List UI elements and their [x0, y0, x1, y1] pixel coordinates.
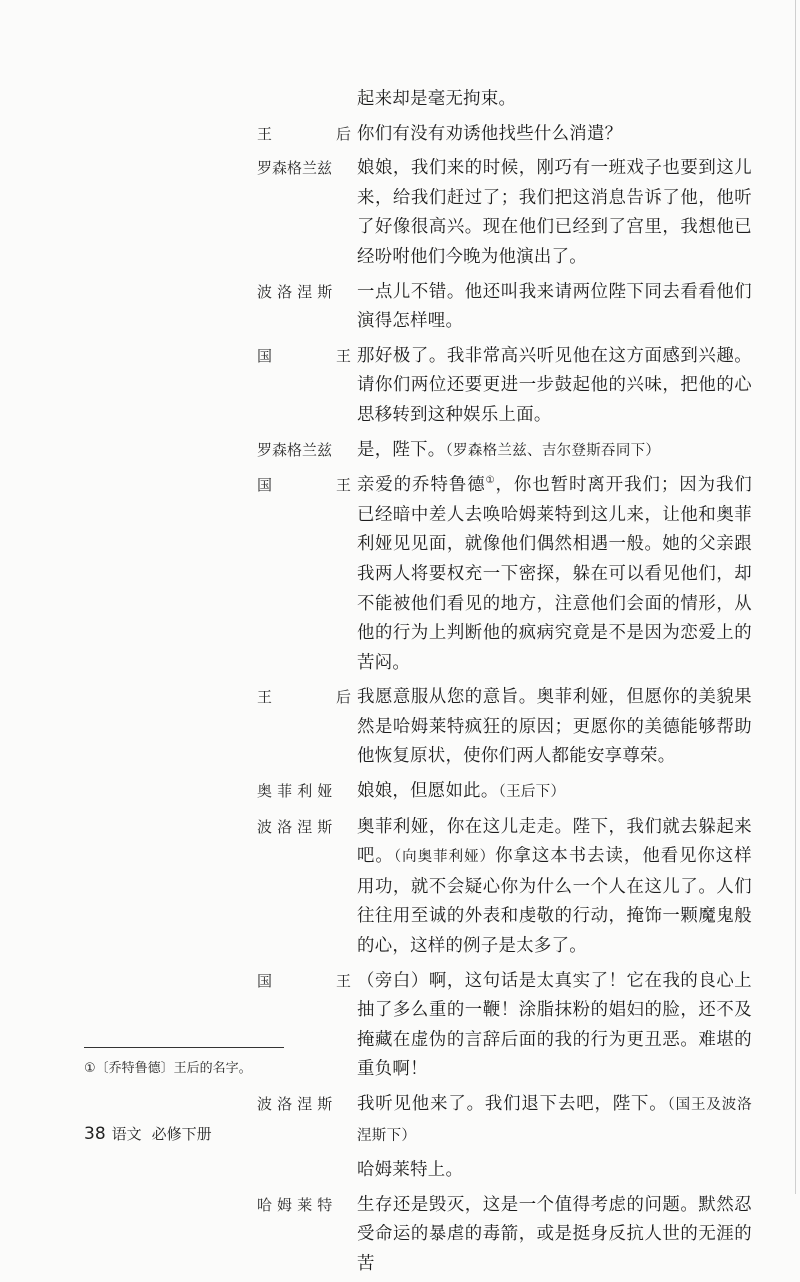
speaker-name: 波洛涅斯	[257, 1095, 338, 1113]
speaker-name: 国 王	[257, 971, 351, 990]
speaker-name: 国 王	[257, 476, 351, 495]
script-line	[0, 1188, 800, 1282]
script-line	[0, 151, 800, 274]
play-script	[0, 82, 800, 1282]
speaker-name: 王 后	[257, 688, 351, 707]
script-line	[0, 468, 800, 680]
speech-text: 那好极了。我非常高兴听见他在这方面感到兴趣。请你们两位还要更进一步鼓起他的兴味，把他的心思移转到这种娱乐上面。	[357, 345, 752, 425]
speech-text: 一点儿不错。他还叫我来请两位陛下同去看看他们演得怎样哩。	[357, 281, 752, 332]
footnote-divider	[84, 1047, 284, 1048]
footnote	[84, 1057, 252, 1076]
speech-text: 你们有没有劝诱他找些什么消遣？	[357, 123, 623, 144]
footnote-ref[interactable]: ①	[485, 475, 496, 487]
speech-part: ，你也暂时离开我们；因为我们已经暗中差人去唤哈姆莱特到这儿来，让他和奥菲利娅见见面，就像他们偶然相遇一般。她的父亲跟我两人将要权充一下密探，躲在可以看见他们，却不能被他们看见的地方，注意他们会面的情形，从他的行为上判断他的疯病究竟是不是因为恋爱上的苦闷。	[357, 475, 753, 673]
script-line	[0, 433, 800, 469]
speech-part: 啊，这句话是太真实了！它在我的良心上抽了多么重的一鞭！涂脂抹粉的娼妇的脸，还不及掩藏在虚伪的言辞后面的我的行为更丑恶。难堪的重负啊！	[357, 970, 753, 1080]
speaker-name: 奥菲利娅	[257, 782, 338, 801]
stage-direction: （罗森格兰兹、吉尔登斯吞同下）	[445, 442, 661, 459]
subject-label: 语文	[111, 1125, 142, 1143]
script-line	[0, 680, 800, 774]
speech-text: 我愿意服从您的意旨。奥菲利娅，但愿你的美貌果然是哈姆莱特疯狂的原因；更愿你的美德能够帮助他恢复原状，使你们两人都能安享尊荣。	[357, 687, 752, 767]
speech-text	[357, 433, 752, 469]
speech-text	[357, 774, 752, 810]
speech-text: 生存还是毁灭，这是一个值得考虑的问题。默然忍受命运的暴虐的毒箭，或是挺身反抗人世的无涯的苦	[357, 1194, 752, 1274]
script-line	[0, 1153, 800, 1188]
stage-text: 哈姆莱特上。	[357, 1160, 464, 1181]
page-footer	[84, 1123, 212, 1144]
script-line	[0, 275, 800, 339]
script-line	[0, 82, 800, 117]
speech-text	[357, 468, 752, 680]
stage-text: 起来却是毫无拘束。	[357, 89, 517, 109]
speaker-name: 国 王	[257, 346, 351, 365]
speech-part: 是，陛下。	[357, 439, 446, 460]
script-line	[0, 339, 800, 433]
stage-direction: （国王及波洛涅斯下）	[357, 1097, 752, 1144]
speaker-name: 波洛涅斯	[257, 282, 338, 301]
stage-direction: （向奥菲利娅）	[393, 849, 496, 866]
script-line	[0, 774, 800, 810]
speaker-name: 罗森格兰兹	[257, 440, 333, 459]
aside-direction: （旁白）	[357, 970, 429, 991]
speech-text: 娘娘，我们来的时候，刚巧有一班戏子也要到这儿来，给我们赶过了；我们把这消息告诉了他，他听了好像很高兴。现在他们已经到了宫里，我想他已经吩咐他们今晚为他演出了。	[357, 158, 752, 267]
speaker-name: 波洛涅斯	[257, 817, 338, 836]
speaker-name: 哈姆莱特	[257, 1195, 338, 1214]
stage-direction: （王后下）	[498, 784, 566, 801]
speech-part: 我听见他来了。我们退下去吧，陛下。	[357, 1094, 668, 1114]
script-line	[0, 117, 800, 152]
speech-part: 奥菲利娅，你在这儿走走。陛下，我们就去躲起来吧。	[357, 816, 752, 867]
speaker-name: 王 后	[257, 124, 351, 143]
speech-part: 亲爱的乔特鲁德	[357, 475, 486, 496]
footnote-text: 〔乔特鲁德〕王后的名字。	[95, 1061, 252, 1076]
speech-text	[357, 810, 752, 964]
speech-text	[357, 1087, 752, 1153]
footnote-mark: ①	[84, 1061, 96, 1076]
speaker-name: 罗森格兰兹	[257, 159, 333, 178]
script-line	[0, 810, 800, 964]
speech-part: 你拿这本书去读，他看见你这样用功，就不会疑心你为什么一个人在这儿了。人们往往用至诚的外表和虔敬的行动，掩饰一颗魔鬼般的心，这样的例子是太多了。	[357, 846, 753, 957]
speech-part: 娘娘，但愿如此。	[357, 781, 499, 802]
speech-text	[357, 964, 752, 1087]
page-number: 38	[84, 1124, 106, 1144]
volume-label: 必修下册	[151, 1125, 212, 1143]
